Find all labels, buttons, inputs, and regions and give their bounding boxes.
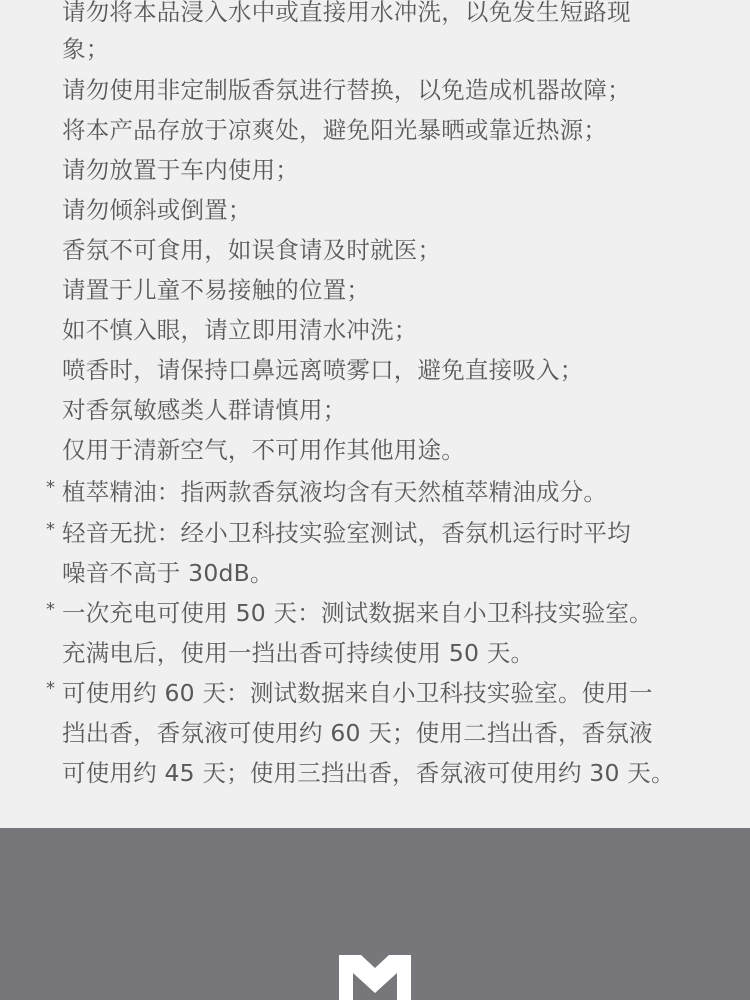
precaution-line: 请勿将本品浸入水中或直接用水冲洗，以免发生短路现 <box>62 0 631 26</box>
note-line: 植萃精油：指两款香氛液均含有天然植萃精油成分。 <box>62 478 608 506</box>
precaution-line: 仅用于清新空气，不可用作其他用途。 <box>62 436 465 464</box>
note-line: 噪音不高于 30dB。 <box>62 559 274 587</box>
precaution-line: 如不慎入眼，请立即用清水冲洗； <box>62 316 418 344</box>
note-line: 一次充电可使用 50 天：测试数据来自小卫科技实验室。 <box>62 599 653 627</box>
precaution-line: 请置于儿童不易接触的位置； <box>62 276 371 304</box>
precaution-line: 香氛不可食用，如误食请及时就医； <box>62 236 442 264</box>
note-line: 可使用约 45 天；使用三挡出香，香氛液可使用约 30 天。 <box>62 759 675 787</box>
precaution-line: 喷香时，请保持口鼻远离喷雾口，避免直接吸入； <box>62 356 584 384</box>
precaution-line: 请勿使用非定制版香氛进行替换，以免造成机器故障； <box>62 76 631 104</box>
note-line: 轻音无扰：经小卫科技实验室测试，香氛机运行时平均 <box>62 519 631 547</box>
note-marker: * <box>46 678 55 699</box>
note-marker: * <box>46 477 55 498</box>
precaution-line: 对香氛敏感类人群请慎用； <box>62 396 347 424</box>
precaution-line: 请勿放置于车内使用； <box>62 156 299 184</box>
precaution-line: 象； <box>62 35 110 63</box>
note-line: 可使用约 60 天：测试数据来自小卫科技实验室。使用一 <box>62 679 653 707</box>
note-marker: * <box>46 519 55 540</box>
precaution-line: 请勿倾斜或倒置； <box>62 196 252 224</box>
note-line: 挡出香，香氛液可使用约 60 天；使用二挡出香，香氛液 <box>62 719 653 747</box>
note-line: 充满电后，使用一挡出香可持续使用 50 天。 <box>62 639 535 667</box>
brand-logo-icon <box>339 955 411 1000</box>
note-marker: * <box>46 599 55 620</box>
precaution-line: 将本产品存放于凉爽处，避免阳光暴晒或靠近热源； <box>62 116 608 144</box>
